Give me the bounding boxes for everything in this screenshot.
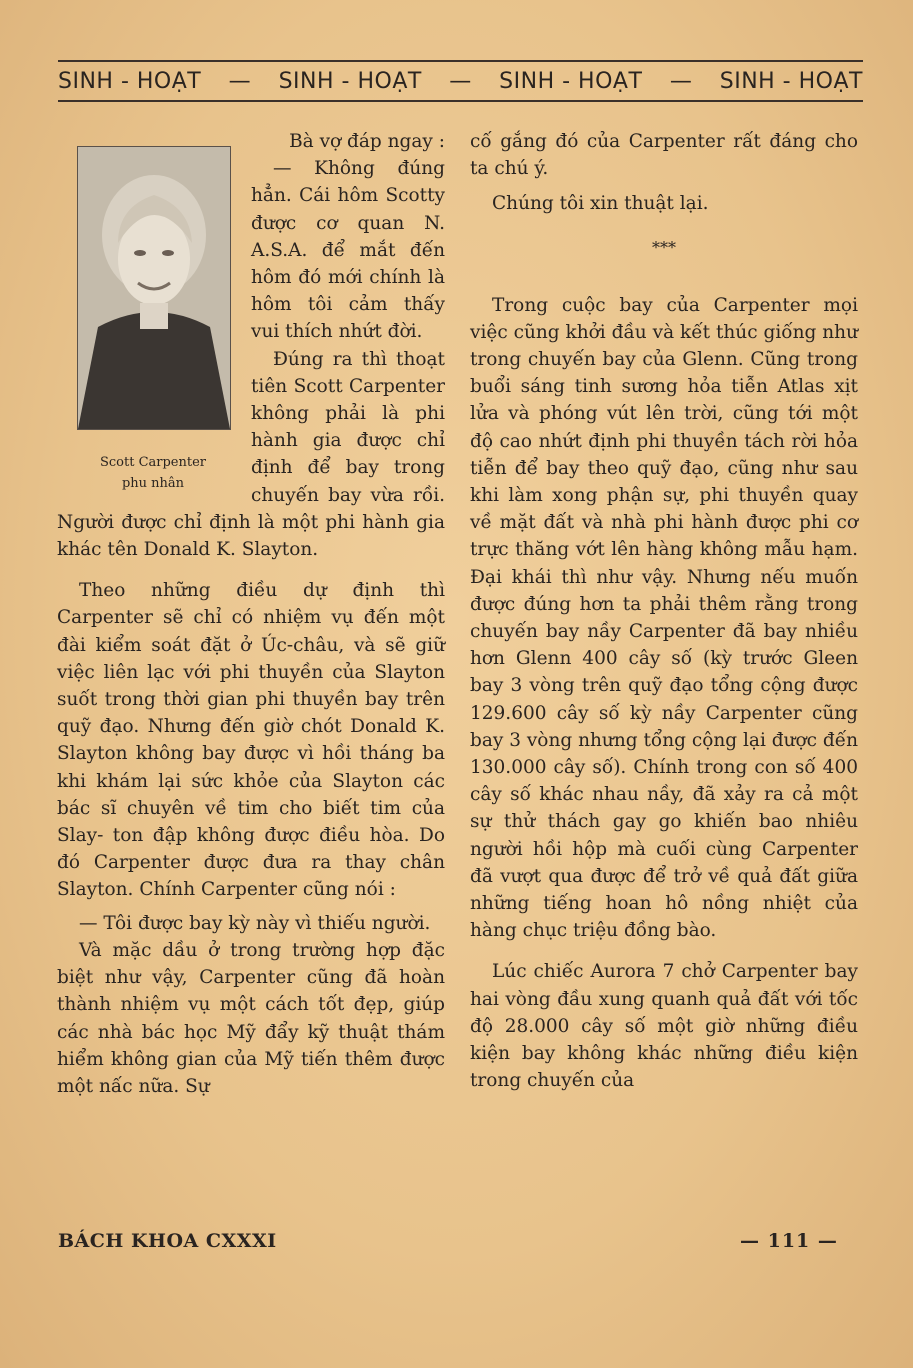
header-item-2: SINH - HOẠT — [278, 68, 422, 94]
paragraph: Lúc chiếc Aurora 7 chở Carpenter bay hai vòng đầu xung quanh quả đất với tốc độ 28.000 cây số một giờ những điều kiện bay không khác những điều kiện trong chuyến của — [470, 961, 858, 1092]
paragraph: Chúng tôi xin thuật lại. — [492, 193, 709, 215]
header-item-4: SINH - HOẠT — [719, 68, 863, 94]
header-separator-3: — — [669, 68, 693, 94]
photo-block — [57, 128, 233, 508]
header-separator-2: — — [449, 68, 472, 94]
paragraph: Đúng ra thì thoạt tiên Scott Carpenter không phải là phi hành gia được chỉ định để bay trong chuyến bay vừa rồi. Người được chỉ định là một phi hành gia khác tên Donald K. Slayton. — [57, 348, 445, 561]
header-rule-top — [58, 60, 863, 62]
left-column — [57, 128, 445, 1100]
paragraph: — Tôi được bay kỳ này vì thiếu người. — [79, 912, 431, 934]
footer-page-number: — 111 — — [740, 1230, 838, 1252]
paragraph: Theo những điều dự định thì Carpenter sẽ chỉ có nhiệm vụ đến một đài kiểm soát đặt ở Úc-châu, và sẽ giữ việc liên lạc với phi thuyền của Slayton suốt trong thời gian phi thuyền bay trên quỹ đạo. Nhưng đến giờ chót Donald K. Slayton không bay được vì hồi tháng ba khi khám lại sức khỏe của Slayton các bác sĩ chuyên về tim cho biết tim của Slay- ton đập không được điều hòa. Do đó Carpenter được đưa ra thay chân Slayton. Chính Carpenter cũng nói : — [57, 580, 445, 901]
header-item-1: SINH - HOẠT — [58, 68, 202, 94]
running-header — [58, 64, 863, 98]
header-rule-bottom — [58, 100, 863, 102]
paragraph: cố gắng đó của Carpenter rất đáng cho ta chú ý. — [470, 131, 858, 180]
paragraph: Và mặc dầu ở trong trường hợp đặc biệt như vậy, Carpenter cũng đã hoàn thành nhiệm vụ một cách tốt đẹp, giúp các nhà bác học Mỹ đẩy kỹ thuật thám hiểm không gian của Mỹ tiến thêm được một nấc nữa. Sự — [57, 939, 445, 1097]
caption-line-2: phu nhân — [121, 476, 185, 491]
paragraph: — Không đúng hẳn. Cái hôm Scotty được cơ quan N. A.S.A. để mắt đến hôm đó mới chính là hôm tôi cảm thấy vui thích nhứt đời. — [251, 158, 445, 343]
paragraph: Trong cuộc bay của Carpenter mọi việc cũng khởi đầu và kết thúc giống như trong chuyến bay của Glenn. Cũng trong buổi sáng tinh sương hỏa tiễn Atlas xịt lửa và phóng vút lên trời, cũng tới một độ cao nhứt định phi thuyền tách rời hỏa tiễn để bay theo quỹ đạo, cũng như sau khi làm xong phận sự, phi thuyền quay về mặt đất và nhà phi hành được phi cơ trực thăng vớt lên hàng không mẫu hạm. Đại khái thì như vậy. Nhưng nếu muốn được đúng hơn ta phải thêm rằng trong chuyến bay nầy Carpenter đã bay nhiều hơn Glenn 400 cây số (kỳ trước Gleen bay 3 vòng trên quỹ đạo tổng cộng được 129.600 cây số kỳ nầy Carpenter cũng bay 3 vòng nhưng tổng cộng lại được đến 130.000 cây số). Chính trong con số 400 cây số khác nhau nầy, đã xảy ra cả một sự thử thách gay go khiến bao nhiêu người hồi hộp mà cuối cùng Carpenter đã vượt qua được để trở về quả đất giữa những tiếng hoan hô nồng nhiệt của hàng chục triệu đồng bào. — [470, 294, 859, 942]
caption-line-1: Scott Carpenter — [99, 455, 207, 470]
footer-magazine-title: BÁCH KHOA CXXXI — [58, 1230, 277, 1252]
right-column — [470, 128, 858, 1095]
header-separator-1: — — [228, 68, 252, 94]
section-break-stars: *** — [652, 237, 676, 257]
portrait-photo — [77, 146, 231, 430]
photo-caption — [77, 452, 229, 494]
portrait-illustration — [78, 147, 230, 429]
header-item-3: SINH - HOẠT — [499, 68, 643, 94]
paragraph: Bà vợ đáp ngay : — [289, 131, 445, 152]
